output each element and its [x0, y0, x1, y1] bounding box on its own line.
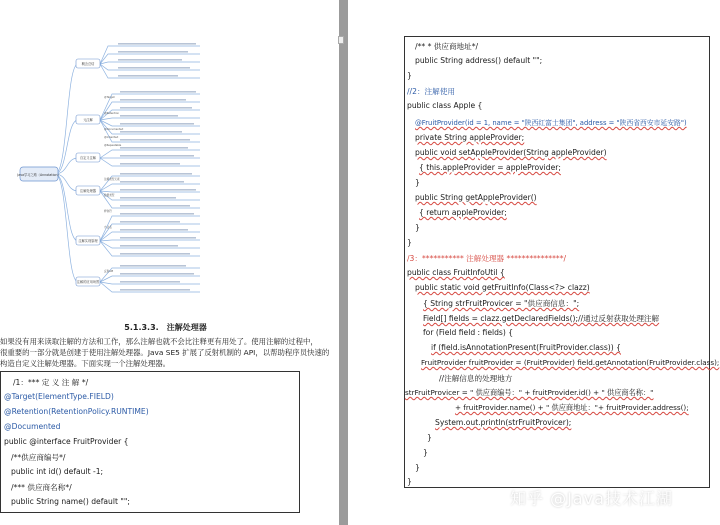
code-line: }	[415, 223, 420, 232]
code-line: }	[407, 71, 412, 80]
code-line: { this.appleProvider = appleProvider;	[419, 163, 561, 172]
mindmap-branch: 注解的应用场景	[76, 280, 100, 284]
code-line: /*** 供应商名称*/	[11, 483, 72, 492]
paragraph-line: 很重要的一部分就是创建于使用注解处理器。Java SE5 扩展了反射机制的 API，以帮助程序员快速的	[0, 348, 330, 358]
code-line: public int id() default -1;	[11, 467, 104, 476]
code-line: public void setAppleProvider(String appleProvider)	[415, 148, 607, 157]
code-line: public @interface FruitProvider {	[4, 437, 129, 446]
mindmap-branch: 注解处理器	[80, 189, 96, 193]
code-line: }	[423, 448, 428, 457]
mindmap-branch: 概念总结	[81, 62, 95, 66]
mindmap-branch: 自定义注解	[80, 156, 96, 160]
mindmap-subnode: @Repeatable	[104, 144, 122, 147]
body-paragraph	[0, 336, 339, 370]
section-heading	[0, 322, 339, 333]
paragraph-line: 构造自定义注解处理器。下面实现一个注解处理器。	[0, 359, 170, 369]
code-line: //2：注解使用	[407, 87, 455, 96]
code-line: /1：*** 定 义 注 解 */	[13, 378, 89, 387]
mindmap-subnode: @Inherited	[104, 136, 119, 139]
code-line: public static void getFruitInfo(Class<?> clazz)	[415, 283, 590, 292]
section-title: 注解处理器	[166, 323, 207, 332]
code-line: FruitProvider fruitProvider = (FruitProvider) field.getAnnotation(FruitProvider.class);	[421, 358, 720, 367]
code-line: public class FruitInfoUtil {	[407, 268, 505, 277]
mindmap-branch: 注解实现原理	[78, 239, 98, 243]
code-line: //注解信息的处理地方	[439, 374, 513, 383]
mindmap-subnode: 反射API	[104, 270, 114, 273]
code-line: public class Apple {	[407, 101, 483, 110]
paragraph-line: 如果没有用来读取注解的方法和工作，那么注解也就不会比注释更有用处了。使用注解的过程中，	[0, 337, 318, 346]
code-line: @Documented	[4, 422, 61, 431]
code-line: strFruitProvicer = " 供应商编号：" + fruitProvider.id() + " 供应商名称："	[405, 388, 654, 397]
mindmap-subnode: @Documented	[104, 128, 124, 131]
code-line: }	[415, 463, 420, 472]
document-icon	[338, 36, 344, 44]
section-number: 5.1.3.3.	[124, 323, 159, 332]
mindmap-subnode: 数据类型	[104, 194, 115, 197]
code-line: if (field.isAnnotationPresent(FruitProvider.class)) {	[431, 343, 621, 352]
code-line: }	[407, 238, 412, 247]
code-line: }	[415, 178, 420, 187]
watermark: 知乎 @Java技术江湖	[510, 489, 673, 508]
code-line: /3：*********** 注解处理器 ***************/	[407, 254, 567, 263]
code-line: System.out.println(strFruitProvicer);	[435, 418, 572, 427]
mindmap-root: Java学习之路（Annotation）	[17, 173, 61, 177]
code-block-right	[404, 36, 720, 488]
code-line: for (Field field : fields) {	[423, 328, 514, 337]
code-line: public String address() default "";	[415, 56, 543, 65]
code-line: @FruitProvider(id = 1, name = "陕西红富士集团", address = "陕西省西安市延安路")	[415, 119, 687, 127]
code-line: }	[427, 433, 432, 442]
mindmap-subnode: @Target	[104, 96, 115, 99]
code-line: { return appleProvider;	[419, 208, 507, 217]
code-line: }	[407, 477, 412, 486]
code-line: + fruitProvider.name() + " 供应商地址："+ fruitProvider.address();	[455, 403, 689, 412]
code-line: @Retention(RetentionPolicy.RUNTIME)	[4, 407, 149, 416]
code-line: Field[] fields = clazz.getDeclaredFields();//通过反射获取处理注解	[423, 314, 660, 323]
mindmap-subnode: @Retention	[104, 112, 120, 115]
code-line: /**供应商编号*/	[11, 453, 66, 462]
mindmap-subnode: 修饰符	[104, 210, 112, 213]
mindmap-subnode: 方法名	[104, 226, 112, 229]
code-line: /** * 供应商地址*/	[415, 42, 479, 51]
mindmap-diagram	[0, 36, 200, 296]
code-line: { String strFruitProvicer = "供应商信息：";	[423, 299, 580, 308]
code-line: private String appleProvider;	[415, 133, 525, 142]
code-block-left	[0, 371, 300, 513]
code-line: public String getAppleProvider()	[415, 193, 537, 202]
mindmap-subnode: 注解类型元素	[104, 178, 120, 181]
mindmap-branch: 元注解	[83, 118, 93, 122]
code-line: public String name() default "";	[11, 497, 130, 506]
code-line: @Target(ElementType.FIELD)	[4, 392, 114, 401]
